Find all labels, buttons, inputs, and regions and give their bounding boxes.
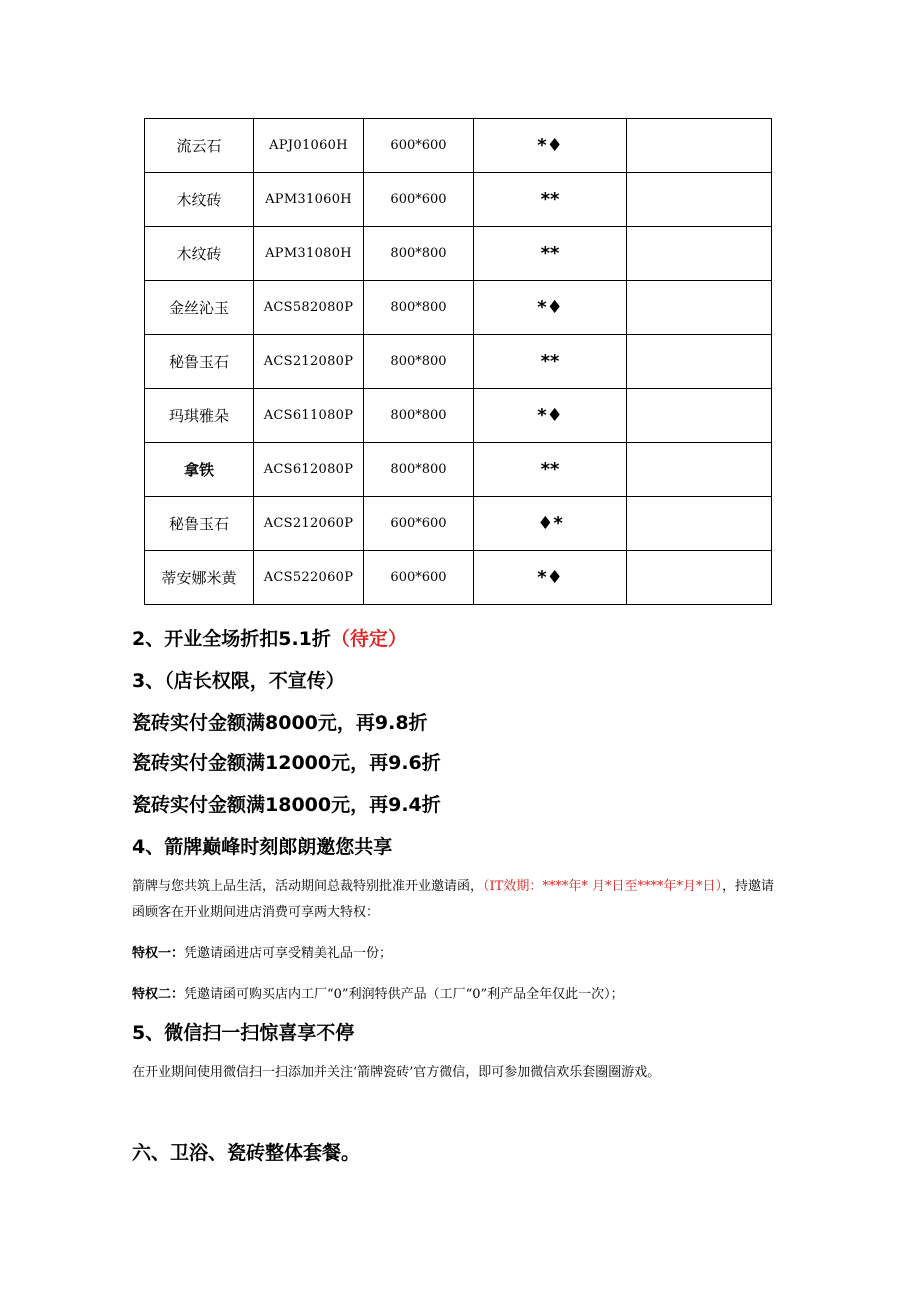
tile-size-cell: 600*600 — [364, 497, 474, 551]
privilege-1-text: 凭邀请函进店可享受精美礼品一份； — [184, 946, 393, 961]
tile-mark-cell: ** — [474, 227, 627, 281]
section4-intro-a: 箭牌与您共筑上品生活，活动期间总裁特别批准开业邀请函， — [132, 879, 484, 894]
tile-size-cell: 800*800 — [364, 281, 474, 335]
privilege-1-label: 特权一： — [132, 946, 185, 961]
table-row — [145, 119, 772, 173]
privilege-1 — [132, 941, 392, 967]
tile-mark-cell: *♦ — [474, 281, 627, 335]
section3-line-3: 瓷砖实付金额满18000元，再9.4折 — [132, 794, 441, 816]
tile-mark-cell: *♦ — [474, 119, 627, 173]
tile-name-cell: 秘鲁玉石 — [145, 497, 254, 551]
tile-size-cell: 600*600 — [364, 119, 474, 173]
tile-name-cell: 木纹砖 — [145, 173, 254, 227]
section3-line-2: 瓷砖实付金额满12000元，再9.6折 — [132, 752, 441, 774]
section5-title: 5、微信扫一扫惊喜享不停 — [132, 1022, 355, 1044]
tile-code-cell: ACS612080P — [254, 443, 364, 497]
tile-mark-cell: ♦* — [474, 497, 627, 551]
tile-code-cell: APJ01060H — [254, 119, 364, 173]
tile-code-cell: ACS522060P — [254, 551, 364, 605]
table-row — [145, 335, 772, 389]
tile-mark-cell: ** — [474, 173, 627, 227]
section3-title: 3、（店长权限，不宣传） — [132, 670, 345, 692]
table-row — [145, 497, 772, 551]
tile-code-cell: ACS582080P — [254, 281, 364, 335]
tile-name-cell: 拿铁 — [145, 443, 254, 497]
privilege-2-label: 特权二： — [132, 987, 185, 1002]
tile-code-cell: APM31080H — [254, 227, 364, 281]
section4-title: 4、箭牌巅峰时刻郎朗邀您共享 — [132, 836, 393, 858]
tile-size-cell: 800*800 — [364, 389, 474, 443]
section3-line-1: 瓷砖实付金额满8000元，再9.8折 — [132, 712, 428, 734]
tile-size-cell: 600*600 — [364, 551, 474, 605]
table-row — [145, 443, 772, 497]
tile-size-cell: 800*800 — [364, 227, 474, 281]
tile-note-cell — [627, 497, 772, 551]
tile-note-cell — [627, 281, 772, 335]
tile-code-cell: ACS611080P — [254, 389, 364, 443]
tile-note-cell — [627, 389, 772, 443]
tile-size-cell: 800*800 — [364, 335, 474, 389]
tile-note-cell — [627, 119, 772, 173]
section2-text: 2、开业全场折扣5.1折 — [132, 628, 331, 650]
tile-size-cell: 600*600 — [364, 173, 474, 227]
tile-table-body — [145, 119, 772, 605]
section4-validity: （IT效期：****年* 月*日至****年*月*日） — [483, 879, 722, 894]
table-row — [145, 227, 772, 281]
tile-code-cell: ACS212080P — [254, 335, 364, 389]
table-row — [145, 281, 772, 335]
tile-note-cell — [627, 227, 772, 281]
tile-name-cell: 金丝沁玉 — [145, 281, 254, 335]
tile-name-cell: 玛琪雅朵 — [145, 389, 254, 443]
section4-intro — [132, 874, 782, 926]
section2-pending: （待定） — [330, 628, 407, 650]
tile-note-cell — [627, 443, 772, 497]
tile-size-cell: 800*800 — [364, 443, 474, 497]
privilege-2-text: 凭邀请函可购买店内工厂“0”利润特供产品（工厂“0”利产品全年仅此一次）； — [184, 987, 624, 1002]
section4-intro-b: ，持邀请函顾客在开业期间进店消费可享两大特权： — [132, 879, 774, 920]
tile-mark-cell: ** — [474, 335, 627, 389]
section6-title: 六、卫浴、瓷砖整体套餐。 — [132, 1142, 361, 1164]
tile-note-cell — [627, 335, 772, 389]
tile-name-cell: 木纹砖 — [145, 227, 254, 281]
privilege-2 — [132, 982, 624, 1008]
tile-name-cell: 秘鲁玉石 — [145, 335, 254, 389]
tile-note-cell — [627, 551, 772, 605]
tile-name-cell: 蒂安娜米黄 — [145, 551, 254, 605]
table-row — [145, 551, 772, 605]
tile-code-cell: APM31060H — [254, 173, 364, 227]
tile-code-cell: ACS212060P — [254, 497, 364, 551]
table-row — [145, 173, 772, 227]
tile-table — [144, 118, 772, 605]
tile-mark-cell: *♦ — [474, 389, 627, 443]
tile-name-cell: 流云石 — [145, 119, 254, 173]
tile-mark-cell: ** — [474, 443, 627, 497]
tile-note-cell — [627, 173, 772, 227]
section5-text: 在开业期间使用微信扫一扫添加并关注‘箭牌瓷砖’官方微信，即可参加微信欢乐套圈圈游戏。 — [132, 1065, 661, 1080]
table-row — [145, 389, 772, 443]
section2-line — [132, 624, 407, 651]
tile-mark-cell: *♦ — [474, 551, 627, 605]
